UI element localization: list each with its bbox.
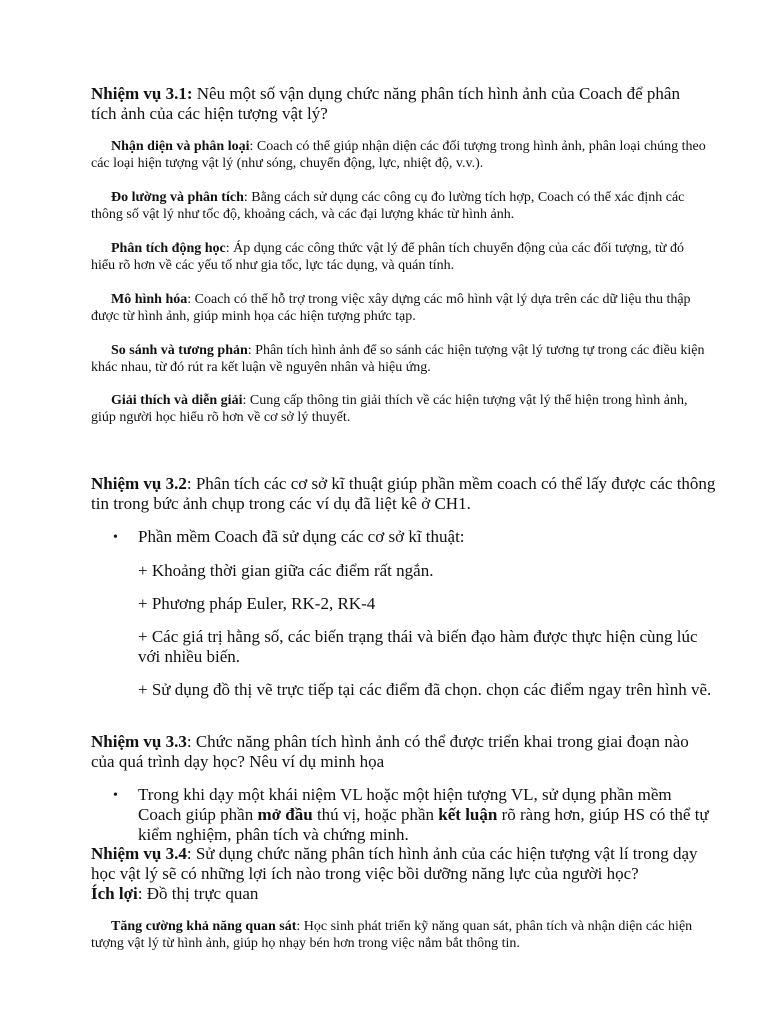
task-3-1-item-1 — [91, 138, 711, 172]
task-3-1-question: Nêu một số vận dụng chức năng phân tích hình ảnh của Coach để phân tích ảnh của các hiện tượng vật lý? — [91, 84, 680, 123]
item-desc: : Áp dụng các công thức vật lý để phân tích chuyển động của các đối tượng, từ đó hiểu rõ hơn về các yếu tố như gia tốc, lực tác dụng, và quán tính. — [91, 241, 684, 273]
task-3-1-heading — [91, 84, 691, 124]
item-term: Đo lường và phân tích — [111, 190, 244, 205]
task-3-1-item-5 — [91, 342, 711, 376]
item-term: Giải thích và diễn giải — [111, 393, 243, 408]
task-3-1-label: Nhiệm vụ 3.1: — [91, 84, 193, 103]
task-3-1-item-2 — [91, 189, 711, 223]
bullet-glyph: • — [113, 788, 118, 803]
task-3-4-item — [91, 918, 711, 952]
item-term: Tăng cường khả năng quan sát — [111, 919, 297, 934]
task-3-4-question: : Sử dụng chức năng phân tích hình ảnh của các hiện tượng vật lí trong dạy học vật lý sẽ có những lợi ích nào trong việc bồi dưỡng năng lực của người học? — [91, 844, 698, 883]
item-term: Mô hình hóa — [111, 292, 188, 307]
task-3-2-heading — [91, 474, 716, 514]
item-term: Phân tích động học — [111, 241, 226, 256]
task-3-4-heading — [91, 844, 716, 884]
item-desc: : Bằng cách sử dụng các công cụ đo lường tích hợp, Coach có thể xác định các thông số vật lý như tốc độ, khoảng cách, và các đại lượng khác từ hình ảnh. — [91, 190, 685, 222]
task-3-2-bullet: Phần mềm Coach đã sử dụng các cơ sở kĩ thuật: — [138, 527, 465, 546]
task-3-3-heading — [91, 732, 716, 772]
benefit-label: Ích lợi — [91, 884, 138, 903]
text-part: thú vị, hoặc phần — [312, 805, 439, 824]
task-3-3-label: Nhiệm vụ 3.3 — [91, 732, 187, 751]
item-desc: : Coach có thể giúp nhận diện các đối tượng trong hình ảnh, phân loại chúng theo các loại hiện tượng vật lý (như sóng, chuyển động, lực, nhiệt độ, v.v.). — [91, 139, 706, 171]
task-3-2-subitem-2: + Phương pháp Euler, RK-2, RK-4 — [138, 594, 376, 613]
item-desc: : Học sinh phát triển kỹ năng quan sát, phân tích và nhận diện các hiện tượng vật lý từ hình ảnh, giúp họ nhạy bén hơn trong việc nắm bắt thông tin. — [91, 919, 693, 951]
item-term: So sánh và tương phản — [111, 343, 248, 358]
item-desc: : Coach có thể hỗ trợ trong việc xây dựng các mô hình vật lý dựa trên các dữ liệu thu thập được từ hình ảnh, giúp minh họa các hiện tượng phức tạp. — [91, 292, 691, 324]
task-3-2-label: Nhiệm vụ 3.2 — [91, 474, 187, 493]
item-term: Nhận diện và phân loại — [111, 139, 250, 154]
task-3-2-subitem-3: + Các giá trị hằng số, các biến trạng thái và biến đạo hàm được thực hiện cùng lúc với nhiều biến. — [138, 627, 698, 666]
task-3-4-label: Nhiệm vụ 3.4 — [91, 844, 187, 863]
item-desc: : Phân tích hình ảnh để so sánh các hiện tượng vật lý tương tự trong các điều kiện khác nhau, từ đó rút ra kết luận về nguyên nhân và hiệu ứng. — [91, 343, 705, 375]
task-3-1-item-6 — [91, 392, 711, 426]
text-part: Trong khi dạy một khái niệm VL hoặc một hiện tượng VL, sử dụng phần mềm Coach giúp phần — [138, 785, 672, 824]
emphasis: mở đầu — [257, 805, 313, 824]
task-3-2-subitem-4: + Sử dụng đồ thị vẽ trực tiếp tại các điểm đã chọn. chọn các điểm ngay trên hình vẽ. — [138, 680, 712, 699]
task-3-1-item-4 — [91, 291, 711, 325]
text-part: rõ ràng hơn, giúp HS có thể tự kiểm nghiệm, phân tích và chứng minh. — [138, 805, 709, 844]
task-3-3-question: : Chức năng phân tích hình ảnh có thể được triển khai trong giai đoạn nào của quá trình dạy học? Nêu ví dụ minh họa — [91, 732, 689, 771]
task-3-2-question: : Phân tích các cơ sở kĩ thuật giúp phần mềm coach có thể lấy được các thông tin trong bức ảnh chụp trong các ví dụ đã liệt kê ở CH1. — [91, 474, 716, 513]
benefit-value: : Đồ thị trực quan — [137, 884, 259, 903]
task-3-2-subitem-1: + Khoảng thời gian giữa các điểm rất ngắn. — [138, 561, 434, 580]
bullet-glyph: • — [113, 530, 118, 545]
task-3-3-bullet — [138, 785, 713, 845]
item-desc: : Cung cấp thông tin giải thích về các hiện tượng vật lý thể hiện trong hình ảnh, giúp người học hiểu rõ hơn về cơ sở lý thuyết. — [91, 393, 688, 425]
task-3-4-benefit — [91, 884, 716, 904]
task-3-1-item-3 — [91, 240, 711, 274]
emphasis: kết luận — [438, 805, 498, 824]
